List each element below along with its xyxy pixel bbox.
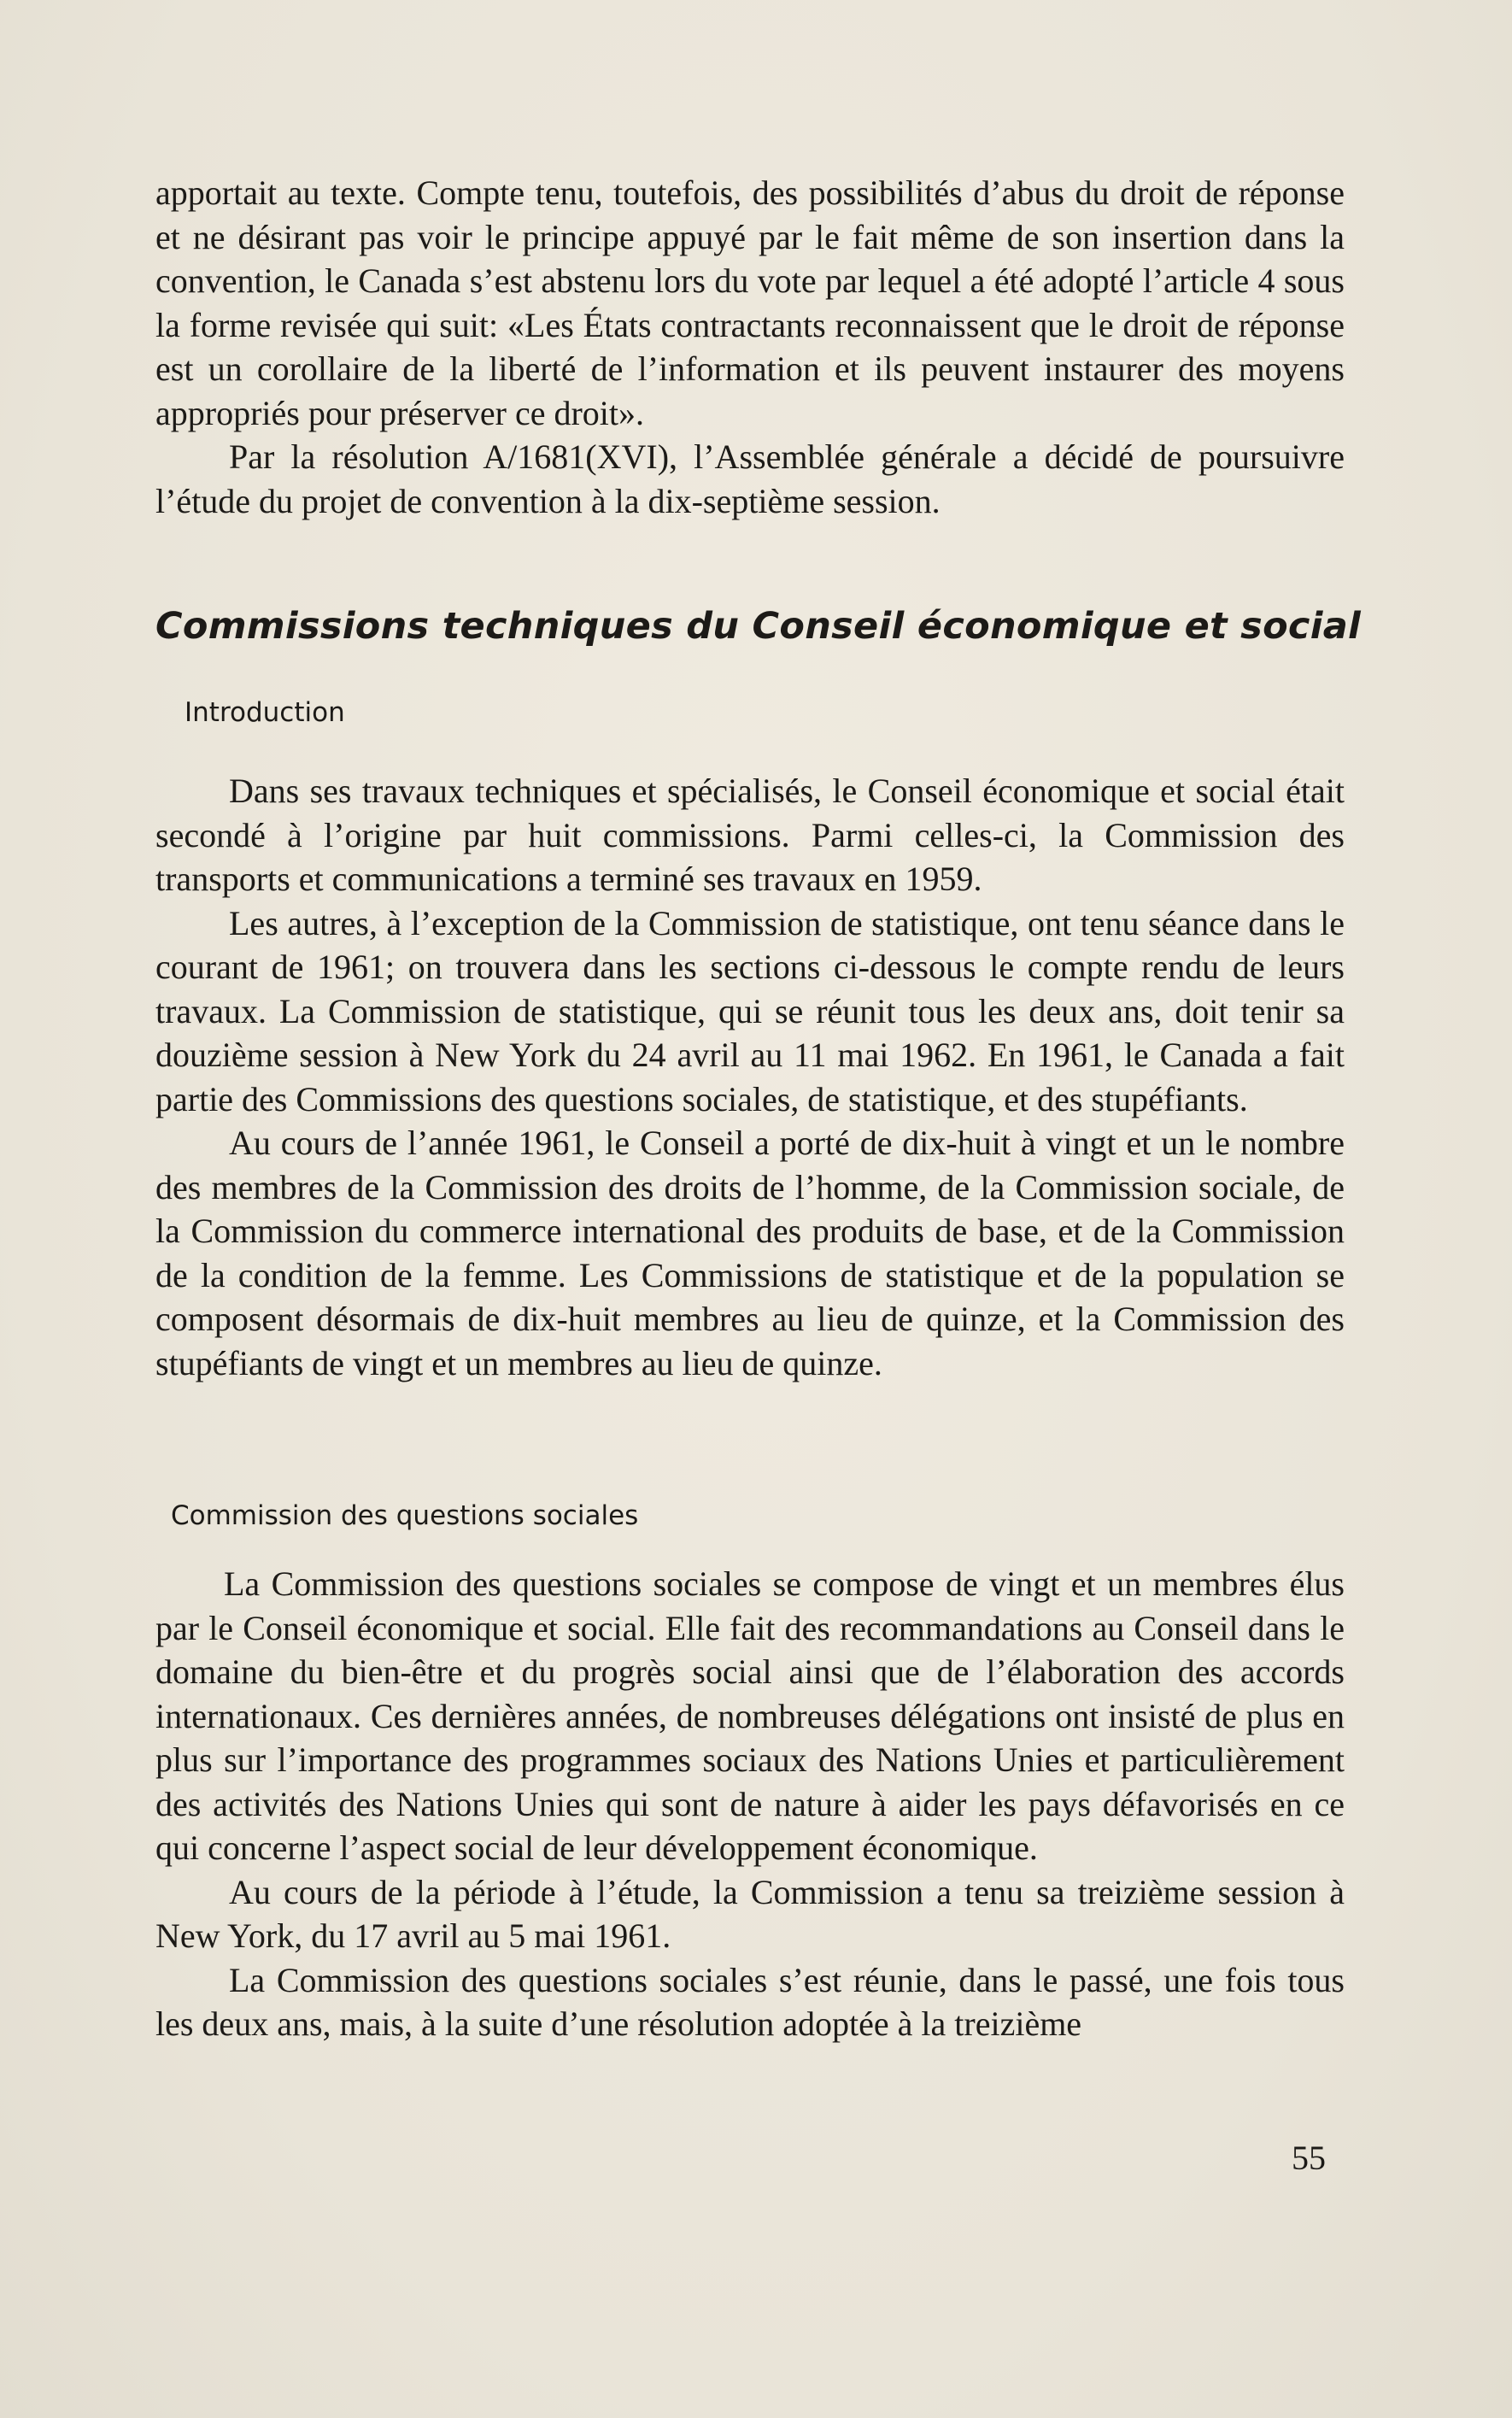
subheading-social-commission: Commission des questions sociales [171, 1500, 639, 1531]
paragraph-intro-3: Au cours de l’année 1961, le Conseil a porté de dix-huit à vingt et un le nombre des membres de la Commission des droits de l’homme, de la Commission sociale, de la Commission du commerce international des produits de base, et de la Commission de la condition de la femme. Les Commissions de statistique et de la population se composent désormais de dix-huit membres au lieu de quinze, et la Commission des stupéfiants de vingt et un membres au lieu de quinze. [155, 1124, 1345, 1382]
paragraph-right-of-reply: apportait au texte. Compte tenu, toutefois, des possibilités d’abus du droit de réponse et ne désirant pas voir le principe appuyé par le fait même de son insertion dans la convention, le Canada s’est abstenu lors du vote par lequel a été adopté l’article 4 sous la forme revisée qui suit: «Les États contractants reconnaissent que le droit de réponse est un corollaire de la liberté de l’information et ils peuvent instaurer des moyens appropriés pour préserver ce droit». [155, 173, 1345, 432]
social-commission-text-block [155, 1562, 1345, 2046]
paragraph-social-3: La Commission des questions sociales s’est réunie, dans le passé, une fois tous les deux ans, mais, à la suite d’une résolution adoptée à la treizième [155, 1960, 1345, 2043]
paragraph-intro-1: Dans ses travaux techniques et spécialisés, le Conseil économique et social était secondé à l’origine par huit commissions. Parmi celles-ci, la Commission des transports et communications a terminé ses travaux en 1959. [155, 772, 1345, 898]
paragraph-resolution: Par la résolution A/1681(XVI), l’Assemblée générale a décidé de poursuivre l’étude du projet de convention à la dix-septième session. [155, 437, 1345, 520]
introduction-text-block [155, 769, 1345, 1385]
top-text-block [155, 171, 1345, 523]
subheading-introduction: Introduction [185, 697, 345, 728]
paragraph-social-1: La Commission des questions sociales se compose de vingt et un membres élus par le Conseil économique et social. Elle fait des recommandations au Conseil dans le domaine du bien-être et du progrès social ainsi que de l’élaboration des accords internationaux. Ces dernières années, de nombreuses délégations ont insisté de plus en plus sur l’importance des programmes sociaux des Nations Unies et particulièrement des activités des Nations Unies qui sont de nature à aider les pays défavorisés en ce qui concerne l’aspect social de leur développement économique. [155, 1564, 1345, 1867]
paragraph-intro-2: Les autres, à l’exception de la Commission de statistique, ont tenu séance dans le courant de 1961; on trouvera dans les sections ci-dessous le compte rendu de leurs travaux. La Commission de statistique, qui se réunit tous les deux ans, doit tenir sa douzième session à New York du 24 avril au 11 mai 1962. En 1961, le Canada a fait partie des Commissions des questions sociales, de statistique, et des stupéfiants. [155, 903, 1345, 1118]
paragraph-social-2: Au cours de la période à l’étude, la Commission a tenu sa treizième session à New York, du 17 avril au 5 mai 1961. [155, 1872, 1345, 1955]
section-title: Commissions techniques du Conseil économique et social [155, 605, 1362, 648]
page-number: 55 [1292, 2139, 1326, 2177]
